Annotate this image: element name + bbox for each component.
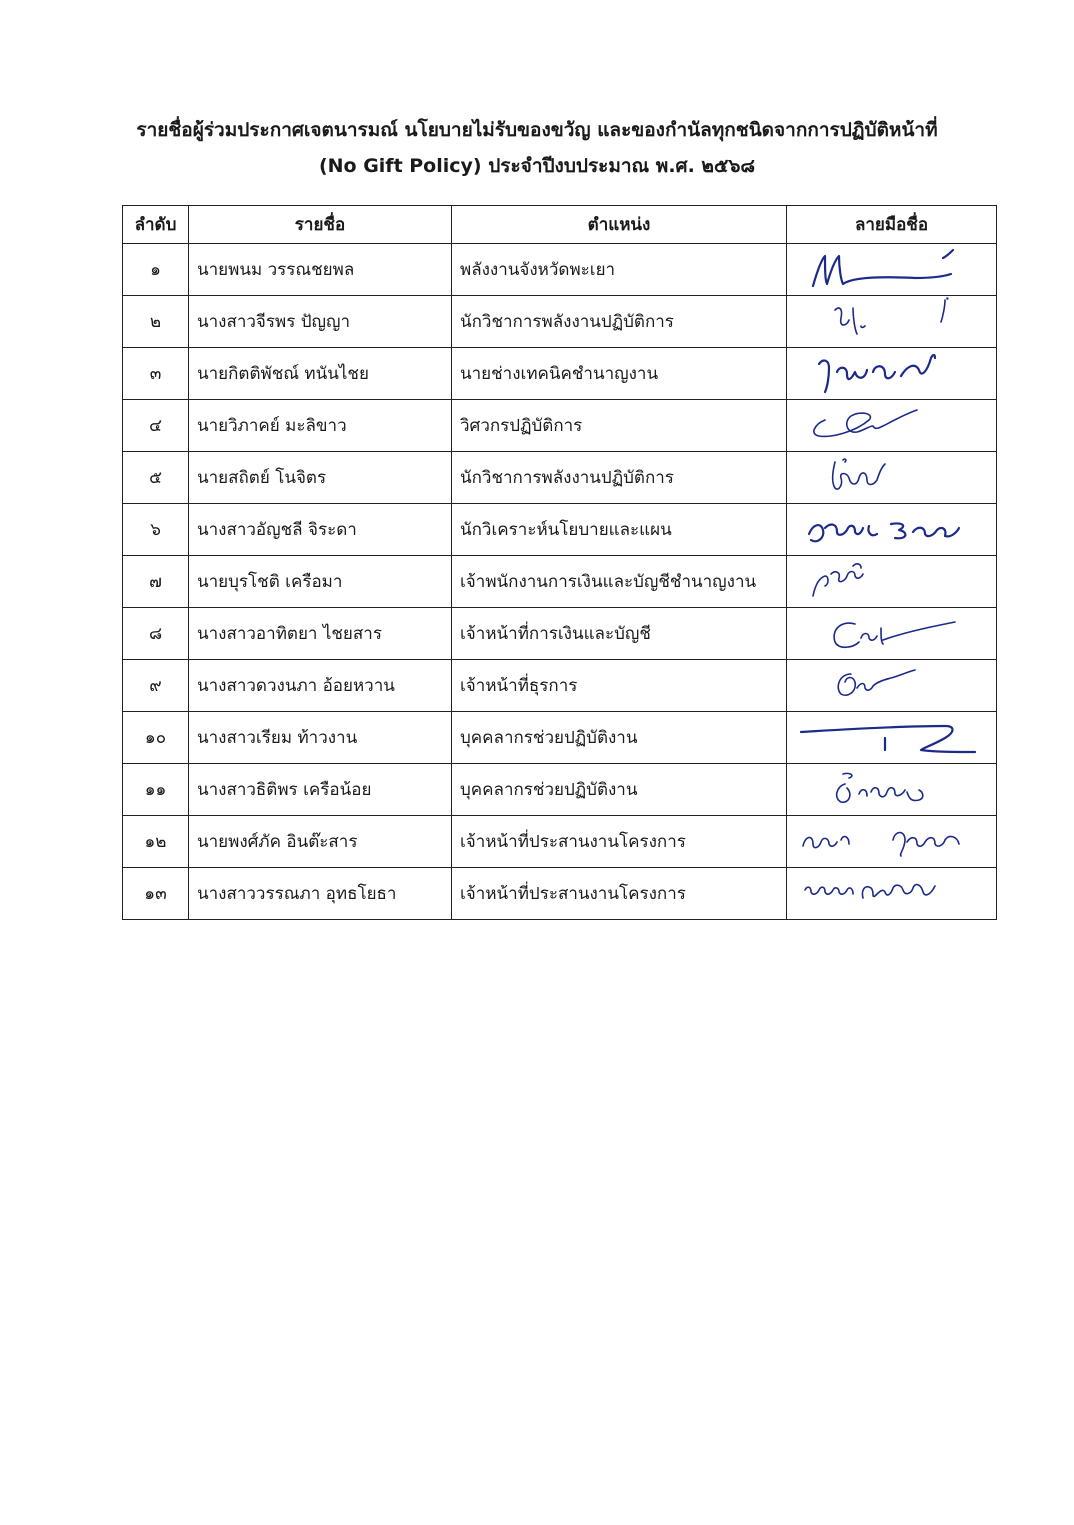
table-row (123, 400, 997, 452)
row-position: เจ้าหน้าที่ประสานงานโครงการ (452, 816, 787, 868)
row-number: ๑๓ (123, 868, 189, 920)
row-name: นายพนม วรรณชยพล (189, 244, 452, 296)
handwritten-signature (787, 452, 997, 504)
row-name: นายสถิตย์ โนจิตร (189, 452, 452, 504)
handwritten-signature (787, 504, 997, 556)
handwritten-signature (787, 348, 997, 400)
row-position: วิศวกรปฏิบัติการ (452, 400, 787, 452)
row-number: ๑๐ (123, 712, 189, 764)
header-signature: ลายมือชื่อ (787, 206, 997, 244)
row-position: พลังงานจังหวัดพะเยา (452, 244, 787, 296)
handwritten-signature (787, 816, 997, 868)
row-name: นางสาวอัญชลี จิระดา (189, 504, 452, 556)
row-number: ๔ (123, 400, 189, 452)
table-row (123, 816, 997, 868)
row-number: ๓ (123, 348, 189, 400)
row-name: นายกิตติพัชณ์ ทนันไชย (189, 348, 452, 400)
row-name: นายบุรโชติ เครือมา (189, 556, 452, 608)
table-row (123, 868, 997, 920)
table-row (123, 764, 997, 816)
handwritten-signature (787, 608, 997, 660)
table-row (123, 712, 997, 764)
row-name: นายพงศ์ภัค อินต๊ะสาร (189, 816, 452, 868)
row-position: นักวิเคราะห์นโยบายและแผน (452, 504, 787, 556)
table-row (123, 452, 997, 504)
row-position: นักวิชาการพลังงานปฏิบัติการ (452, 296, 787, 348)
table-row (123, 504, 997, 556)
table-row (123, 296, 997, 348)
row-number: ๖ (123, 504, 189, 556)
row-number: ๑๒ (123, 816, 189, 868)
row-number: ๑ (123, 244, 189, 296)
document-subtitle: (No Gift Policy) ประจำปีงบประมาณ พ.ศ. ๒๕๖๘ (318, 155, 756, 177)
row-position: เจ้าหน้าที่ประสานงานโครงการ (452, 868, 787, 920)
table-row (123, 660, 997, 712)
table-row (123, 348, 997, 400)
handwritten-signature (787, 400, 997, 452)
row-number: ๙ (123, 660, 189, 712)
row-name: นางสาววรรณภา อุทธโยธา (189, 868, 452, 920)
table-row (123, 244, 997, 296)
row-name: นายวิภาคย์ มะลิขาว (189, 400, 452, 452)
handwritten-signature (787, 660, 997, 712)
header-no: ลำดับ (123, 206, 189, 244)
table-header-row (123, 206, 997, 244)
row-name: นางสาวดวงนภา อ้อยหวาน (189, 660, 452, 712)
row-number: ๑๑ (123, 764, 189, 816)
row-number: ๕ (123, 452, 189, 504)
row-position: เจ้าหน้าที่ธุรการ (452, 660, 787, 712)
table-row (123, 608, 997, 660)
handwritten-signature (787, 556, 997, 608)
table-row (123, 556, 997, 608)
header-position: ตำแหน่ง (452, 206, 787, 244)
row-name: นางสาวอาทิตยา ไชยสาร (189, 608, 452, 660)
row-name: นางสาวธิติพร เครือน้อย (189, 764, 452, 816)
document-title: รายชื่อผู้ร่วมประกาศเจตนารมณ์ นโยบายไม่รับของขวัญ และของกำนัลทุกชนิดจากการปฏิบัติหน้าที่ (136, 119, 938, 141)
row-number: ๘ (123, 608, 189, 660)
row-position: บุคคลากรช่วยปฏิบัติงาน (452, 764, 787, 816)
row-name: นางสาวเรียม ท้าวงาน (189, 712, 452, 764)
header-name: รายชื่อ (189, 206, 452, 244)
handwritten-signature (787, 712, 997, 764)
signature-roster-table (122, 205, 997, 920)
row-position: นักวิชาการพลังงานปฏิบัติการ (452, 452, 787, 504)
row-position: เจ้าพนักงานการเงินและบัญชีชำนาญงาน (452, 556, 787, 608)
row-number: ๒ (123, 296, 189, 348)
handwritten-signature (787, 764, 997, 816)
handwritten-signature (787, 868, 997, 920)
row-position: บุคคลากรช่วยปฏิบัติงาน (452, 712, 787, 764)
handwritten-signature (787, 296, 997, 348)
handwritten-signature (787, 244, 997, 296)
row-position: เจ้าหน้าที่การเงินและบัญชี (452, 608, 787, 660)
row-number: ๗ (123, 556, 189, 608)
row-name: นางสาวจีรพร ปัญญา (189, 296, 452, 348)
row-position: นายช่างเทคนิคชำนาญงาน (452, 348, 787, 400)
